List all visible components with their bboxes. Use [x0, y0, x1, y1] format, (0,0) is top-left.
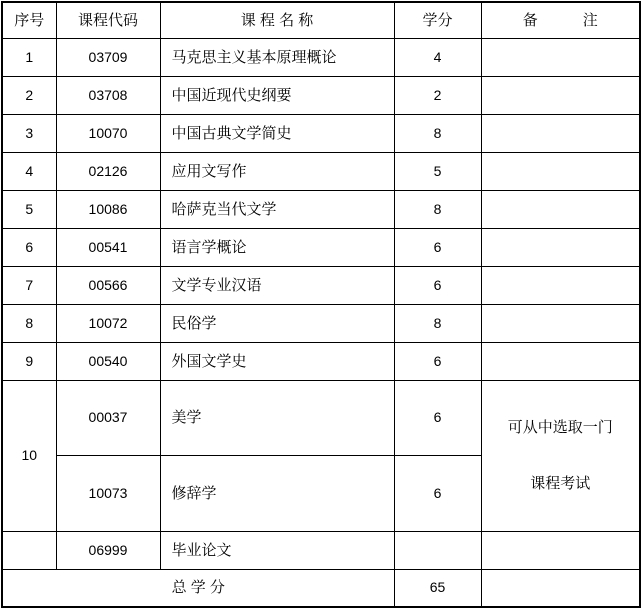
table-row: [2, 304, 640, 342]
cell-remarks: [481, 190, 640, 228]
cell-code: 06999: [56, 531, 160, 569]
header-seq: 序号: [2, 2, 56, 38]
cell-credits: 6: [394, 456, 481, 532]
table-header: [2, 2, 640, 38]
cell-credits: 8: [394, 114, 481, 152]
cell-code: 03708: [56, 76, 160, 114]
cell-credits: 6: [394, 380, 481, 456]
cell-name: 毕业论文: [160, 531, 394, 569]
remark-line-1: 可从中选取一门: [507, 418, 613, 436]
cell-code: 02126: [56, 152, 160, 190]
cell-remarks-merged: [481, 380, 640, 531]
cell-credits: 4: [394, 38, 481, 76]
course-plan-table: [1, 1, 641, 608]
total-credits-value: 65: [394, 569, 481, 607]
table-row-total: [2, 569, 640, 607]
cell-name: 美学: [160, 380, 394, 456]
cell-seq: 5: [2, 190, 56, 228]
cell-name: 中国近现代史纲要: [160, 76, 394, 114]
cell-seq: 8: [2, 304, 56, 342]
cell-name: 修辞学: [160, 456, 394, 532]
table-row: [2, 114, 640, 152]
table-row: [2, 228, 640, 266]
cell-name: 中国古典文学简史: [160, 114, 394, 152]
table-row-elective-1: [2, 380, 640, 456]
cell-name: 民俗学: [160, 304, 394, 342]
header-row: [2, 2, 640, 38]
cell-remarks: [481, 228, 640, 266]
table-body: [2, 38, 640, 607]
cell-code: 10070: [56, 114, 160, 152]
cell-name: 文学专业汉语: [160, 266, 394, 304]
cell-code: 00037: [56, 380, 160, 456]
cell-credits: 6: [394, 342, 481, 380]
cell-remarks: [481, 38, 640, 76]
cell-credits: 5: [394, 152, 481, 190]
table-row: [2, 152, 640, 190]
cell-remarks: [481, 266, 640, 304]
cell-code: 10073: [56, 456, 160, 532]
header-code: 课程代码: [56, 2, 160, 38]
cell-remarks: [481, 152, 640, 190]
cell-name: 哈萨克当代文学: [160, 190, 394, 228]
cell-remarks: [481, 531, 640, 569]
cell-name: 应用文写作: [160, 152, 394, 190]
table-row: [2, 38, 640, 76]
cell-remarks: [481, 304, 640, 342]
cell-code: 03709: [56, 38, 160, 76]
cell-code: 00540: [56, 342, 160, 380]
cell-code: 00541: [56, 228, 160, 266]
table-row: [2, 76, 640, 114]
header-credits: 学分: [394, 2, 481, 38]
cell-seq: 4: [2, 152, 56, 190]
cell-credits: 2: [394, 76, 481, 114]
cell-code: 00566: [56, 266, 160, 304]
cell-code: 10072: [56, 304, 160, 342]
cell-credits: 8: [394, 304, 481, 342]
remark-line-2: 课程考试: [530, 474, 591, 492]
header-name: 课 程 名 称: [160, 2, 394, 38]
cell-credits: 6: [394, 228, 481, 266]
cell-remarks: [481, 76, 640, 114]
cell-seq: [2, 531, 56, 569]
table-row: [2, 342, 640, 380]
cell-seq: 6: [2, 228, 56, 266]
cell-code: 10086: [56, 190, 160, 228]
cell-seq: 3: [2, 114, 56, 152]
cell-remarks: [481, 342, 640, 380]
table-row: [2, 190, 640, 228]
cell-name: 语言学概论: [160, 228, 394, 266]
cell-credits: [394, 531, 481, 569]
cell-name: 外国文学史: [160, 342, 394, 380]
cell-credits: 6: [394, 266, 481, 304]
table-row-thesis: [2, 531, 640, 569]
cell-seq: 7: [2, 266, 56, 304]
total-credits-label: 总 学 分: [2, 569, 394, 607]
cell-remarks: [481, 114, 640, 152]
cell-seq: 2: [2, 76, 56, 114]
cell-seq: 1: [2, 38, 56, 76]
header-remarks: 备 注: [481, 2, 640, 38]
table-row: [2, 266, 640, 304]
cell-name: 马克思主义基本原理概论: [160, 38, 394, 76]
cell-credits: 8: [394, 190, 481, 228]
total-credits-remarks: [481, 569, 640, 607]
cell-seq: 9: [2, 342, 56, 380]
cell-seq-merged: 10: [2, 380, 56, 531]
